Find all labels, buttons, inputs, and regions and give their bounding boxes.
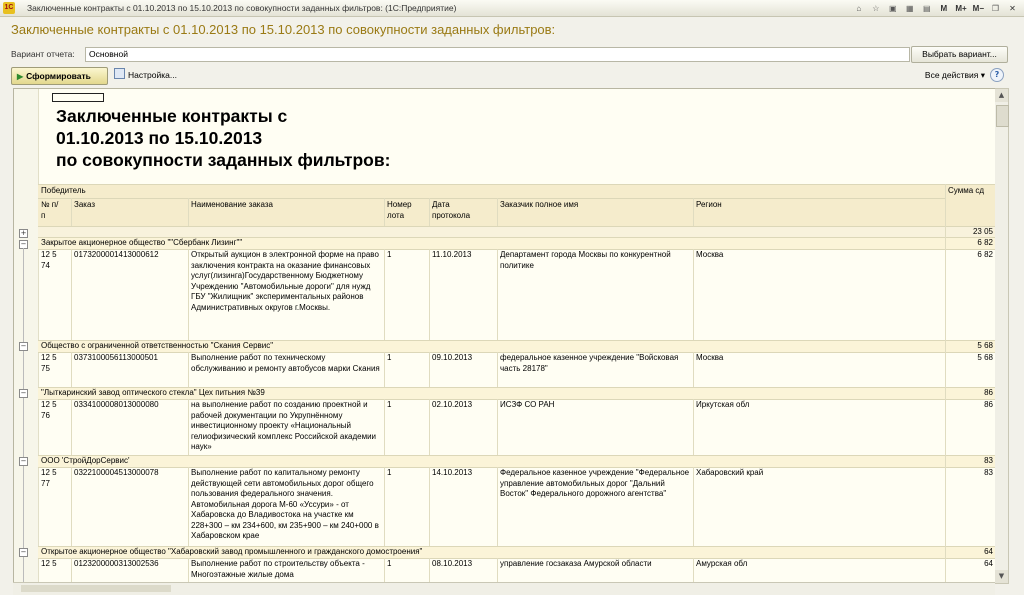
row-customer: управление госзаказа Амурской области — [500, 559, 652, 568]
header-date: Дата протокола — [432, 200, 471, 220]
group-winner: Общество с ограниченной ответственностью "Скания Сервис" — [41, 341, 274, 350]
grid-line — [945, 184, 946, 583]
group-total: 6 82 — [977, 238, 993, 247]
titlebar-controls — [851, 2, 1020, 16]
grid-line — [429, 399, 430, 455]
variant-label: Вариант отчета: — [11, 49, 75, 59]
grid-line — [693, 467, 694, 546]
row-customer: Департамент города Москвы по конкурентной политике — [500, 250, 671, 270]
variant-input[interactable]: Основной — [85, 47, 910, 62]
report-title-line: 01.10.2013 по 15.10.2013 — [56, 128, 263, 148]
row-lot: 1 — [387, 559, 392, 568]
report-area[interactable] — [13, 88, 997, 584]
grid-line — [38, 455, 996, 456]
row-lot: 1 — [387, 353, 392, 362]
help-icon[interactable]: ? — [990, 68, 1004, 82]
grid-line — [38, 198, 945, 199]
row-order-name: Открытый аукцион в электронной форме на право заключения контракта на оказание финансовых услуг(лизинга)Государственному Бюджетному Учреждению "Автомобильные дороги" для нужд ГБУ "Жилищник" экспериментальных районов Административных округов г.Москвы. — [191, 250, 379, 312]
horizontal-scrollbar[interactable] — [13, 582, 995, 595]
grid-line — [384, 352, 385, 387]
group-winner: "Лыткаринский завод оптического стекла" Цех питьния №39 — [41, 388, 265, 397]
row-sum: 64 — [984, 559, 993, 568]
grid-line — [497, 467, 498, 546]
grid-line — [38, 467, 996, 468]
grid-line — [429, 198, 430, 226]
group-total: 64 — [984, 547, 993, 556]
row-region: Хабаровский край — [696, 468, 764, 477]
tree-line — [23, 248, 24, 583]
row-num: 12 5 76 — [41, 400, 57, 420]
header-num: № п/п — [41, 200, 59, 220]
row-lot: 1 — [387, 250, 392, 259]
header-sum: Сумма сд — [948, 186, 985, 195]
group-winner: Открытое акционерное общество "Хабаровский завод промышленного и гражданского домостроения" — [41, 547, 423, 556]
report-sheet — [38, 89, 996, 583]
choose-variant-button[interactable]: Выбрать вариант... — [911, 46, 1008, 63]
grand-total-sum: 23 05 — [972, 227, 993, 236]
app-logo-icon[interactable]: 1С — [3, 2, 15, 14]
row-order: 0322100004513000078 — [74, 468, 159, 477]
generate-button-label: Сформировать — [26, 71, 91, 81]
expand-all-icon[interactable]: + — [20, 229, 27, 237]
grid-line — [429, 352, 430, 387]
grid-line — [497, 399, 498, 455]
grid-line — [429, 467, 430, 546]
grid-line — [71, 558, 72, 583]
row-sum: 5 68 — [977, 353, 993, 362]
grid-line — [38, 226, 996, 227]
row-num: 12 5 75 — [41, 353, 57, 373]
scroll-up-icon[interactable]: ▲ — [995, 89, 1008, 102]
vertical-scrollbar[interactable] — [995, 88, 1009, 584]
grid-line — [38, 387, 996, 388]
grid-line — [188, 558, 189, 583]
grouping-gutter — [14, 89, 39, 583]
header-order-name: Наименование заказа — [191, 200, 273, 209]
home-icon[interactable]: ⌂ — [856, 4, 862, 13]
grid-line — [38, 340, 996, 341]
restore-window-icon[interactable]: ❐ — [991, 4, 1000, 13]
header-region: Регион — [696, 200, 722, 209]
grid-line — [693, 558, 694, 583]
grid-line — [38, 546, 996, 547]
row-order-name: на выполнение работ по созданию проектной и рабочей документации по Укрупнённому инвестиционному проекту «Национальный гелиофизический комплекс Российской академии наук» — [191, 400, 377, 451]
report-variant-row — [11, 46, 1008, 62]
grid-line — [693, 198, 694, 226]
collapse-group-icon[interactable]: − — [20, 548, 27, 556]
row-date: 02.10.2013 — [432, 400, 473, 409]
grid-line — [188, 198, 189, 226]
grid-line — [497, 249, 498, 340]
row-order-name: Выполнение работ по капитальному ремонту действующей сети автомобильных дорог общего пользования федерального значения. Автомобильная дорога М-60 «Уссури» - от Хабаровска до Владивостока на участке км 228+300 – км 234+600, км 235+900 – км 240+000 в Хабаровском крае — [191, 468, 379, 540]
group-total: 86 — [984, 388, 993, 397]
row-date: 09.10.2013 — [432, 353, 473, 362]
horizontal-scroll-thumb[interactable] — [21, 585, 171, 592]
grid-line — [384, 399, 385, 455]
all-actions-menu[interactable]: Все действия ▾ — [924, 70, 985, 80]
row-sum: 86 — [984, 400, 993, 409]
grid-line — [429, 558, 430, 583]
collapse-group-icon[interactable]: − — [20, 389, 27, 397]
grid-line — [384, 467, 385, 546]
header-winner: Победитель — [41, 186, 86, 195]
favorites-icon[interactable]: ☆ — [872, 4, 880, 13]
header-customer: Заказчик полное имя — [500, 200, 579, 209]
grid-line — [71, 198, 72, 226]
report-title-line: Заключенные контракты с — [56, 106, 288, 126]
collapse-all-icon[interactable]: − — [20, 240, 27, 248]
row-customer: Федеральное казенное учреждение "Федеральное управление автомобильных дорог "Дальний Восток" Федерального дорожного агентства" — [500, 468, 690, 498]
header-order: Заказ — [74, 200, 95, 209]
window-title: Заключенные контракты с 01.10.2013 по 15.10.2013 по совокупности заданных фильтров: (1С:Предприятие) — [27, 3, 457, 13]
row-sum: 83 — [984, 468, 993, 477]
report-title — [56, 105, 390, 171]
grid-line — [38, 558, 996, 559]
group-total: 5 68 — [977, 341, 993, 350]
row-date: 08.10.2013 — [432, 559, 473, 568]
row-num: 12 5 74 — [41, 250, 57, 270]
grid-line — [38, 184, 996, 185]
grand-total-row[interactable] — [38, 226, 996, 237]
row-region: Амурская обл — [696, 559, 748, 568]
window-titlebar — [0, 0, 1024, 17]
header-lot: Номер лота — [387, 200, 412, 220]
grid-line — [188, 249, 189, 340]
collapse-group-icon[interactable]: − — [20, 342, 27, 350]
row-order: 0173200001413000612 — [74, 250, 159, 259]
grid-line — [384, 558, 385, 583]
row-order: 0123200000313002536 — [74, 559, 159, 568]
report-title-line: по совокупности заданных фильтров: — [56, 150, 391, 170]
row-region: Иркутская обл — [696, 400, 750, 409]
grid-line — [429, 249, 430, 340]
grid-line — [497, 352, 498, 387]
settings-icon — [114, 68, 125, 79]
scroll-thumb[interactable] — [996, 105, 1009, 127]
grid-line — [693, 249, 694, 340]
grid-line — [188, 399, 189, 455]
grid-line — [693, 399, 694, 455]
grid-line — [38, 237, 996, 238]
row-order-name: Выполнение работ по строительству объекта - Многоэтажные жилые дома — [191, 559, 365, 579]
collapse-group-icon[interactable]: − — [20, 457, 27, 465]
grid-line — [38, 249, 996, 250]
calendar-icon[interactable]: ▤ — [923, 4, 931, 13]
grid-line — [71, 399, 72, 455]
row-sum: 6 82 — [977, 250, 993, 259]
grid-line — [384, 249, 385, 340]
row-region: Москва — [696, 250, 724, 259]
grid-line — [188, 352, 189, 387]
settings-label: Настройка... — [128, 70, 177, 80]
row-region: Москва — [696, 353, 724, 362]
form-heading: Заключенные контракты с 01.10.2013 по 15.10.2013 по совокупности заданных фильтров: — [11, 22, 556, 37]
row-date: 14.10.2013 — [432, 468, 473, 477]
close-window-icon[interactable]: ✕ — [1009, 4, 1016, 13]
group-winner: Закрытое акционерное общество ""Сбербанк Лизинг"" — [41, 238, 243, 247]
grid-line — [71, 352, 72, 387]
grid-line — [71, 467, 72, 546]
settings-button[interactable] — [114, 67, 177, 83]
grid-line — [71, 249, 72, 340]
row-order: 0373100056113000501 — [74, 353, 158, 362]
calculator-icon[interactable]: ▦ — [906, 4, 914, 13]
group-winner: ООО 'СтройДорСервис' — [41, 456, 130, 465]
row-date: 11.10.2013 — [432, 250, 472, 259]
row-order-name: Выполнение работ по техническому обслуживанию и ремонту автобусов марки Скания — [191, 353, 380, 373]
generate-button[interactable] — [11, 67, 108, 85]
row-customer: ИСЗФ СО РАН — [500, 400, 555, 409]
row-lot: 1 — [387, 468, 392, 477]
grid-line — [38, 399, 996, 400]
active-cell-marker — [52, 93, 104, 102]
memory-button[interactable]: M — [940, 4, 948, 13]
row-order: 0334100008013000080 — [74, 400, 159, 409]
grid-line — [188, 467, 189, 546]
grid-line — [38, 352, 996, 353]
row-num: 12 5 — [41, 559, 57, 568]
grid-line — [497, 558, 498, 583]
command-bar — [11, 67, 1008, 84]
copy-icon[interactable]: ▣ — [889, 4, 897, 13]
play-icon: ▶ — [17, 72, 24, 81]
memory-plus-button[interactable]: M+ — [955, 4, 967, 13]
scroll-down-icon[interactable]: ▼ — [995, 570, 1008, 583]
memory-minus-button[interactable]: M− — [972, 4, 984, 13]
group-total: 83 — [984, 456, 993, 465]
row-num: 12 5 77 — [41, 468, 57, 488]
row-customer: федеральное казенное учреждение "Войсковая часть 28178" — [500, 353, 679, 373]
row-lot: 1 — [387, 400, 392, 409]
grid-line — [693, 352, 694, 387]
grid-line — [497, 198, 498, 226]
grid-line — [384, 198, 385, 226]
